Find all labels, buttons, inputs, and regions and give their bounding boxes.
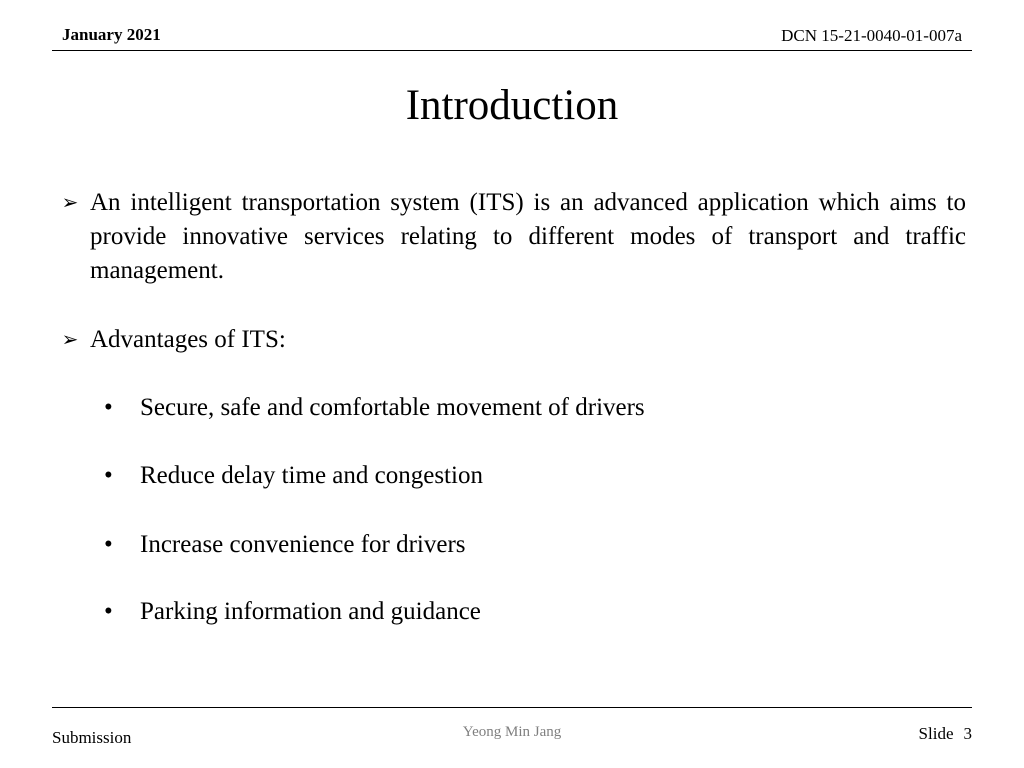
bullet-advantages-heading: Advantages of ITS: — [90, 326, 286, 353]
list-item — [104, 459, 964, 493]
footer-author: Yeong Min Jang — [462, 724, 562, 740]
list-item — [104, 595, 964, 629]
arrow-bullet-icon: ➢ — [61, 329, 79, 351]
footer-slide-number — [919, 724, 972, 744]
dot-bullet-icon: • — [104, 531, 113, 558]
header-divider — [52, 50, 972, 51]
list-item-text: Parking information and guidance — [140, 598, 481, 625]
list-item-text: Increase convenience for drivers — [140, 531, 466, 558]
header-doc-number: DCN 15-21-0040-01-007a — [781, 26, 962, 45]
dot-bullet-icon: • — [104, 598, 113, 625]
arrow-bullet-icon: ➢ — [61, 192, 79, 214]
dot-bullet-icon: • — [104, 462, 113, 489]
list-item-text: Reduce delay time and congestion — [140, 462, 483, 489]
list-item — [104, 528, 964, 562]
slide-label: Slide — [918, 724, 954, 743]
list-item — [104, 391, 964, 425]
footer-divider — [52, 707, 972, 708]
header-date: January 2021 — [62, 25, 161, 44]
slide-title: Introduction — [405, 82, 619, 129]
dot-bullet-icon: • — [104, 394, 113, 421]
list-item-text: Secure, safe and comfortable movement of drivers — [140, 394, 645, 421]
footer-submission: Submission — [52, 728, 132, 747]
bullet-its-definition: An intelligent transportation system (ITS) is an advanced application which aims to provide innovative services relating to different modes of transport and traffic management. — [90, 189, 966, 284]
slide-number: 3 — [963, 724, 972, 743]
